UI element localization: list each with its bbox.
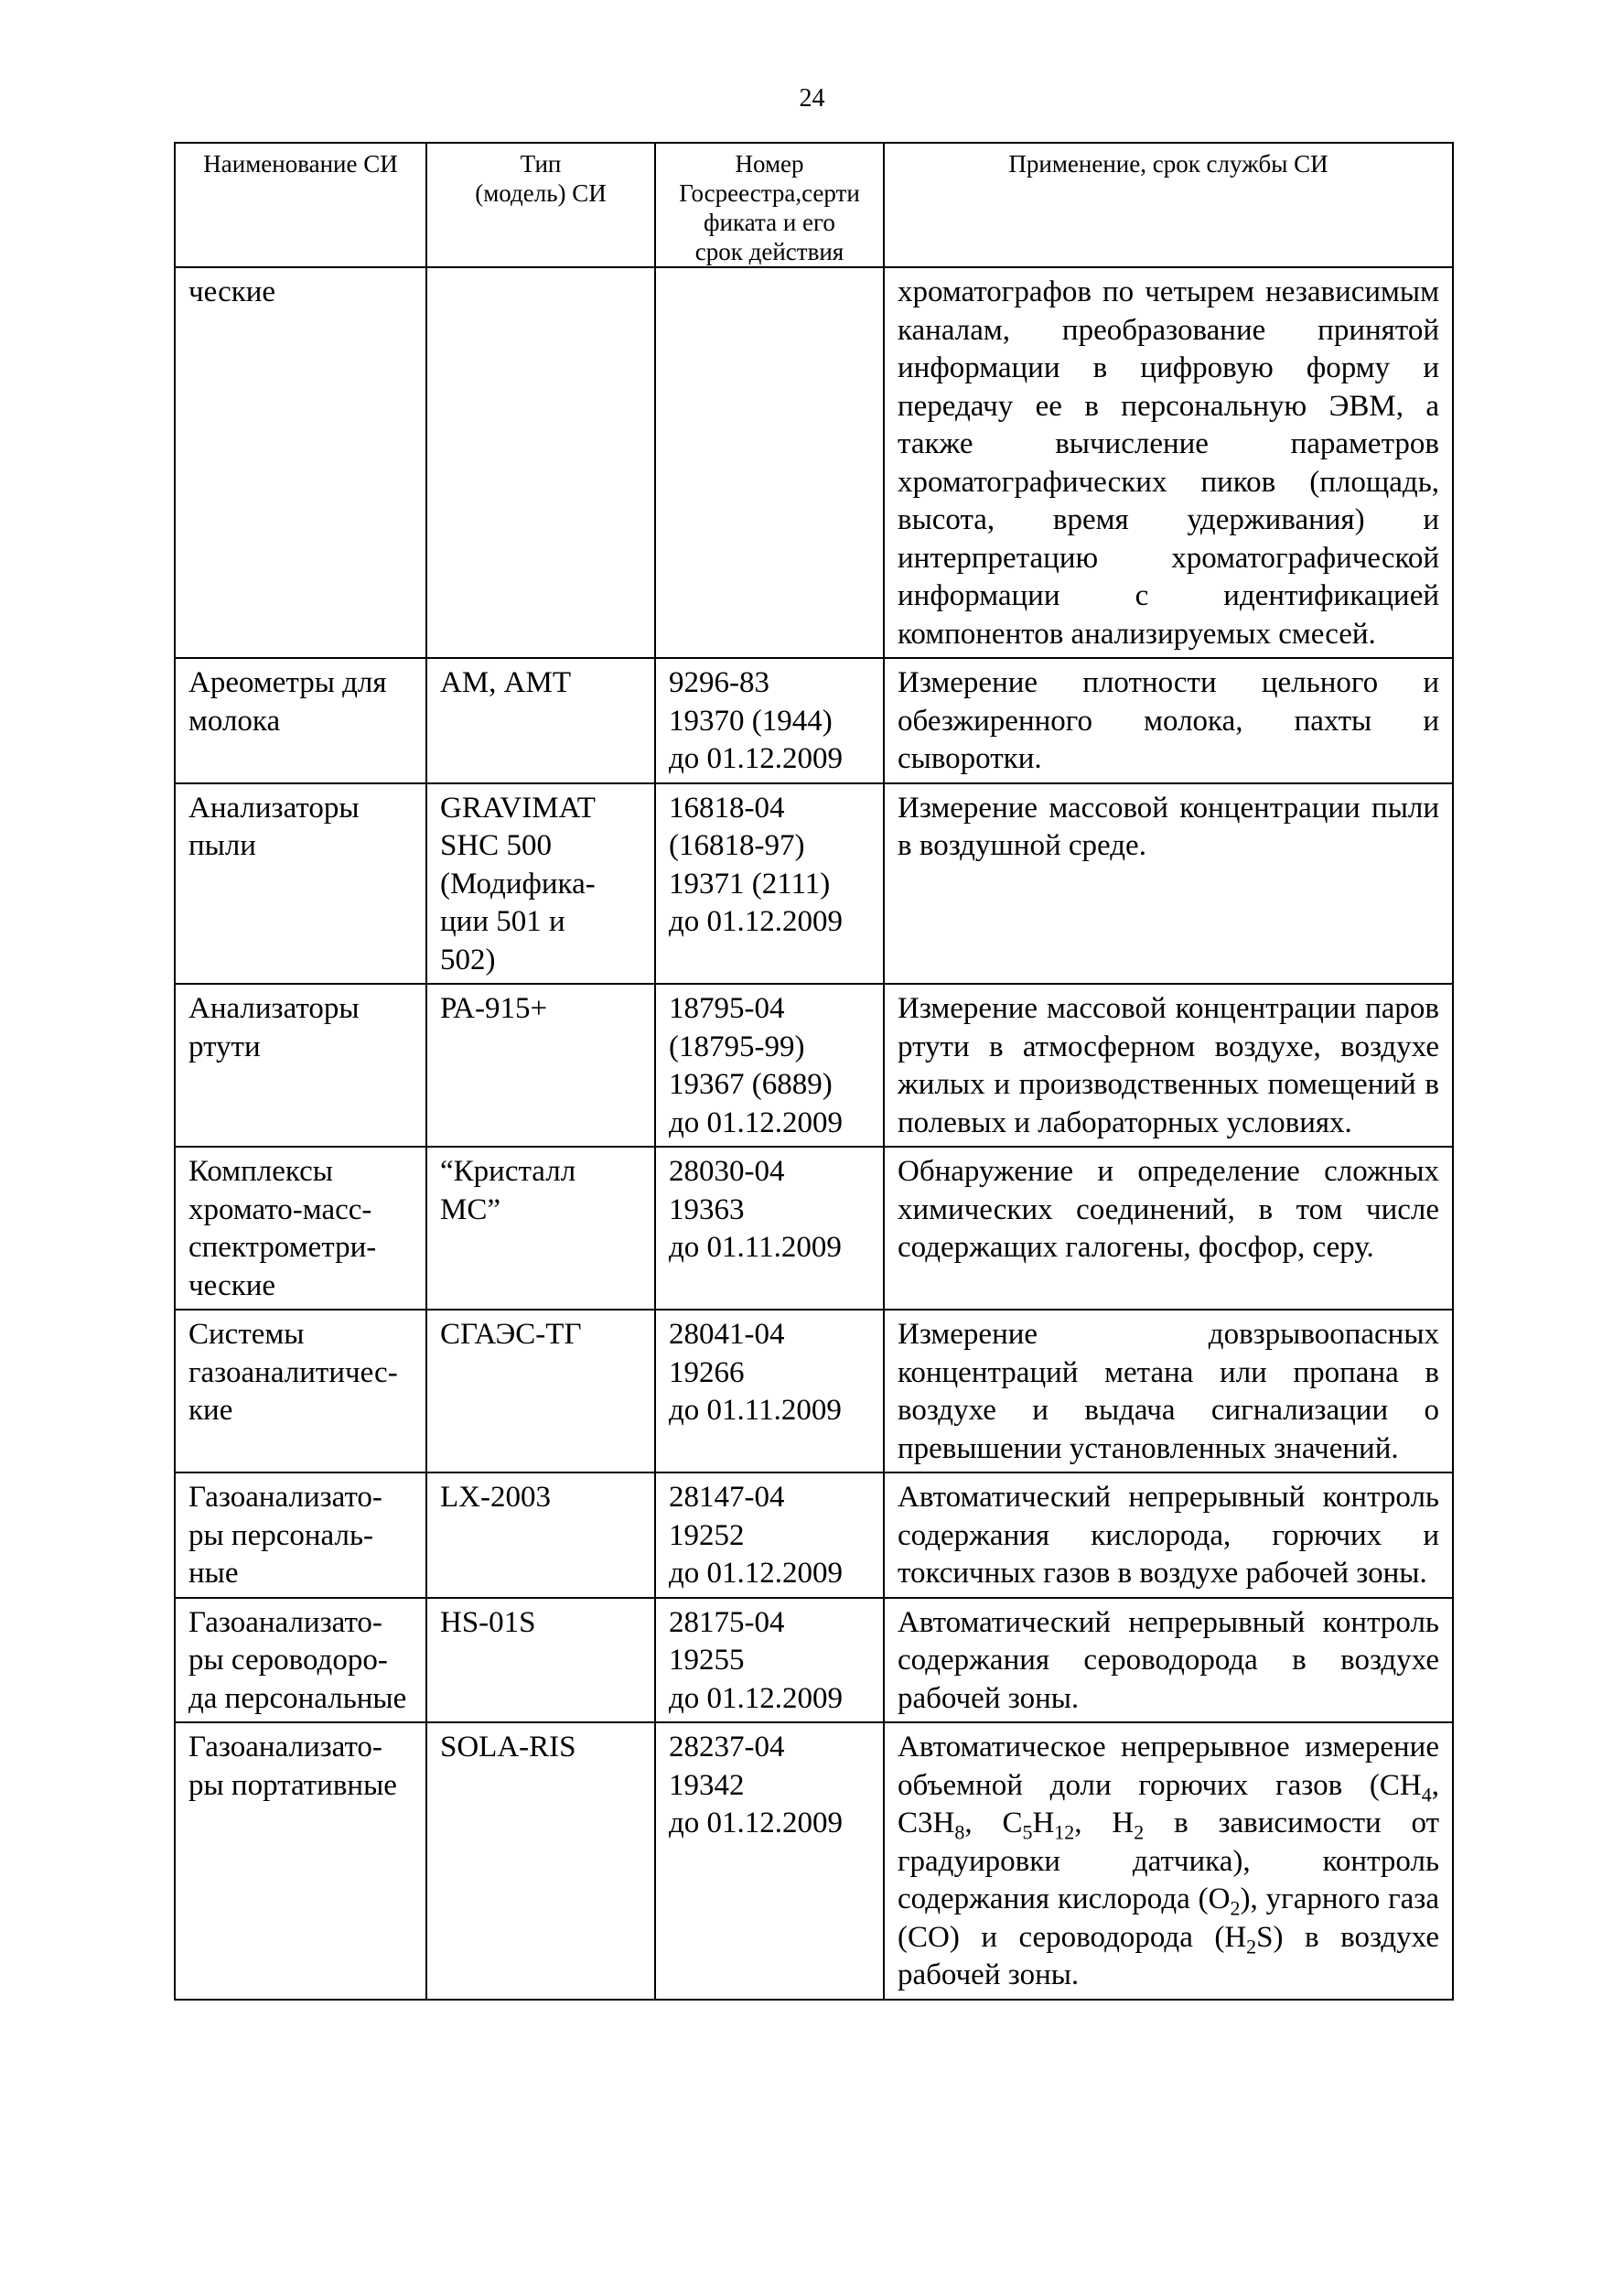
header-application: Применение, срок службы СИ bbox=[884, 143, 1453, 267]
header-registry: Номер Госреестра,серти фиката и его срок действия bbox=[655, 143, 884, 267]
cell-application bbox=[884, 1722, 1453, 2000]
cell-type: LX-2003 bbox=[426, 1472, 655, 1598]
page-number: 24 bbox=[799, 84, 825, 113]
app-text: H bbox=[1032, 1807, 1055, 1839]
cell-type: РА-915+ bbox=[426, 984, 655, 1147]
subscript: 2 bbox=[1134, 1820, 1145, 1844]
table-row bbox=[175, 1722, 1453, 2000]
cell-application: Измерение массовой концентрации пыли в воздушной среде. bbox=[884, 783, 1453, 985]
subscript: 4 bbox=[1421, 1783, 1432, 1807]
cell-type: GRAVIMAT SHC 500 (Модифика- ции 501 и 502) bbox=[426, 783, 655, 985]
cell-registry: 28237-04 19342 до 01.12.2009 bbox=[655, 1722, 884, 2000]
cell-application: Автоматический непрерывный контроль содержания сероводорода в воздухе рабочей зоны. bbox=[884, 1598, 1453, 1723]
header-type: Тип (модель) СИ bbox=[426, 143, 655, 267]
app-text: ), угарного газа (CO) и сероводорода (H bbox=[898, 1882, 1439, 1954]
cell-registry: 28147-04 19252 до 01.12.2009 bbox=[655, 1472, 884, 1598]
app-text: , H bbox=[1074, 1807, 1135, 1839]
cell-registry: 9296-83 19370 (1944) до 01.12.2009 bbox=[655, 658, 884, 783]
measuring-instruments-table bbox=[174, 142, 1454, 2001]
cell-registry: 28175-04 19255 до 01.12.2009 bbox=[655, 1598, 884, 1723]
cell-name: Газоанализато- ры портативные bbox=[175, 1722, 426, 2000]
cell-application: хроматографов по четырем независимым каналам, преобразование принятой информации в цифровую форму и передачу ее в персональную ЭВМ, а также вычисление параметров хроматографических пиков (площадь, высота, время удерживания) и интерпретацию хроматографической информации с идентификацией компонентов анализируемых смесей. bbox=[884, 267, 1453, 658]
subscript: 2 bbox=[1246, 1935, 1257, 1958]
cell-name: Анализаторы пыли bbox=[175, 783, 426, 985]
cell-name: Анализаторы ртути bbox=[175, 984, 426, 1147]
cell-type: HS-01S bbox=[426, 1598, 655, 1723]
cell-type: “Кристалл МС” bbox=[426, 1147, 655, 1310]
app-text: S) в воздухе рабочей зоны. bbox=[898, 1920, 1439, 1991]
cell-registry: 28030-04 19363 до 01.11.2009 bbox=[655, 1147, 884, 1310]
cell-type: СГАЭС-ТГ bbox=[426, 1310, 655, 1472]
cell-name: Системы газоаналитичес- кие bbox=[175, 1310, 426, 1472]
cell-name: Газоанализато- ры персональ- ные bbox=[175, 1472, 426, 1598]
cell-registry: 16818-04 (16818-97) 19371 (2111) до 01.12.2009 bbox=[655, 783, 884, 985]
table-row bbox=[175, 267, 1453, 658]
cell-registry bbox=[655, 267, 884, 658]
subscript: 8 bbox=[954, 1820, 965, 1844]
cell-application: Измерение массовой концентрации паров ртути в атмосферном воздухе, воздухе жилых и производственных помещений в полевых и лабораторных условиях. bbox=[884, 984, 1453, 1147]
app-text: Автоматическое непрерывное измерение объемной доли горючих газов (CH bbox=[898, 1731, 1439, 1802]
cell-application: Обнаружение и определение сложных химических соединений, в том числе содержащих галогены, фосфор, серу. bbox=[884, 1147, 1453, 1310]
table-row bbox=[175, 658, 1453, 783]
table-row bbox=[175, 1310, 1453, 1472]
table-row bbox=[175, 1472, 1453, 1598]
cell-type bbox=[426, 267, 655, 658]
table-row bbox=[175, 783, 1453, 985]
cell-name: Ареометры для молока bbox=[175, 658, 426, 783]
cell-name: Комплексы хромато-масс- спектрометри- ческие bbox=[175, 1147, 426, 1310]
app-text: , C3H bbox=[898, 1768, 1439, 1839]
table-row bbox=[175, 1147, 1453, 1310]
app-text: , C bbox=[964, 1807, 1023, 1839]
cell-application: Измерение довзрывоопасных концентраций метана или пропана в воздухе и выдача сигнализации о превышении установленных значений. bbox=[884, 1310, 1453, 1472]
table-header-row bbox=[175, 143, 1453, 267]
cell-name: ческие bbox=[175, 267, 426, 658]
cell-registry: 28041-04 19266 до 01.11.2009 bbox=[655, 1310, 884, 1472]
cell-type: SOLA-RIS bbox=[426, 1722, 655, 2000]
cell-registry: 18795-04 (18795-99) 19367 (6889) до 01.12.2009 bbox=[655, 984, 884, 1147]
app-text: в зависимости от градуировки датчика), контроль содержания кислорода (O bbox=[898, 1807, 1439, 1915]
subscript: 5 bbox=[1022, 1820, 1033, 1844]
header-name: Наименование СИ bbox=[175, 143, 426, 267]
table-row bbox=[175, 984, 1453, 1147]
cell-application: Измерение плотности цельного и обезжиренного молока, пахты и сыворотки. bbox=[884, 658, 1453, 783]
subscript: 12 bbox=[1054, 1820, 1075, 1844]
cell-application: Автоматический непрерывный контроль содержания кислорода, горючих и токсичных газов в воздухе рабочей зоны. bbox=[884, 1472, 1453, 1598]
cell-name: Газоанализато- ры сероводоро- да персональные bbox=[175, 1598, 426, 1723]
cell-type: АМ, АМТ bbox=[426, 658, 655, 783]
table-row bbox=[175, 1598, 1453, 1723]
subscript: 2 bbox=[1230, 1896, 1241, 1920]
